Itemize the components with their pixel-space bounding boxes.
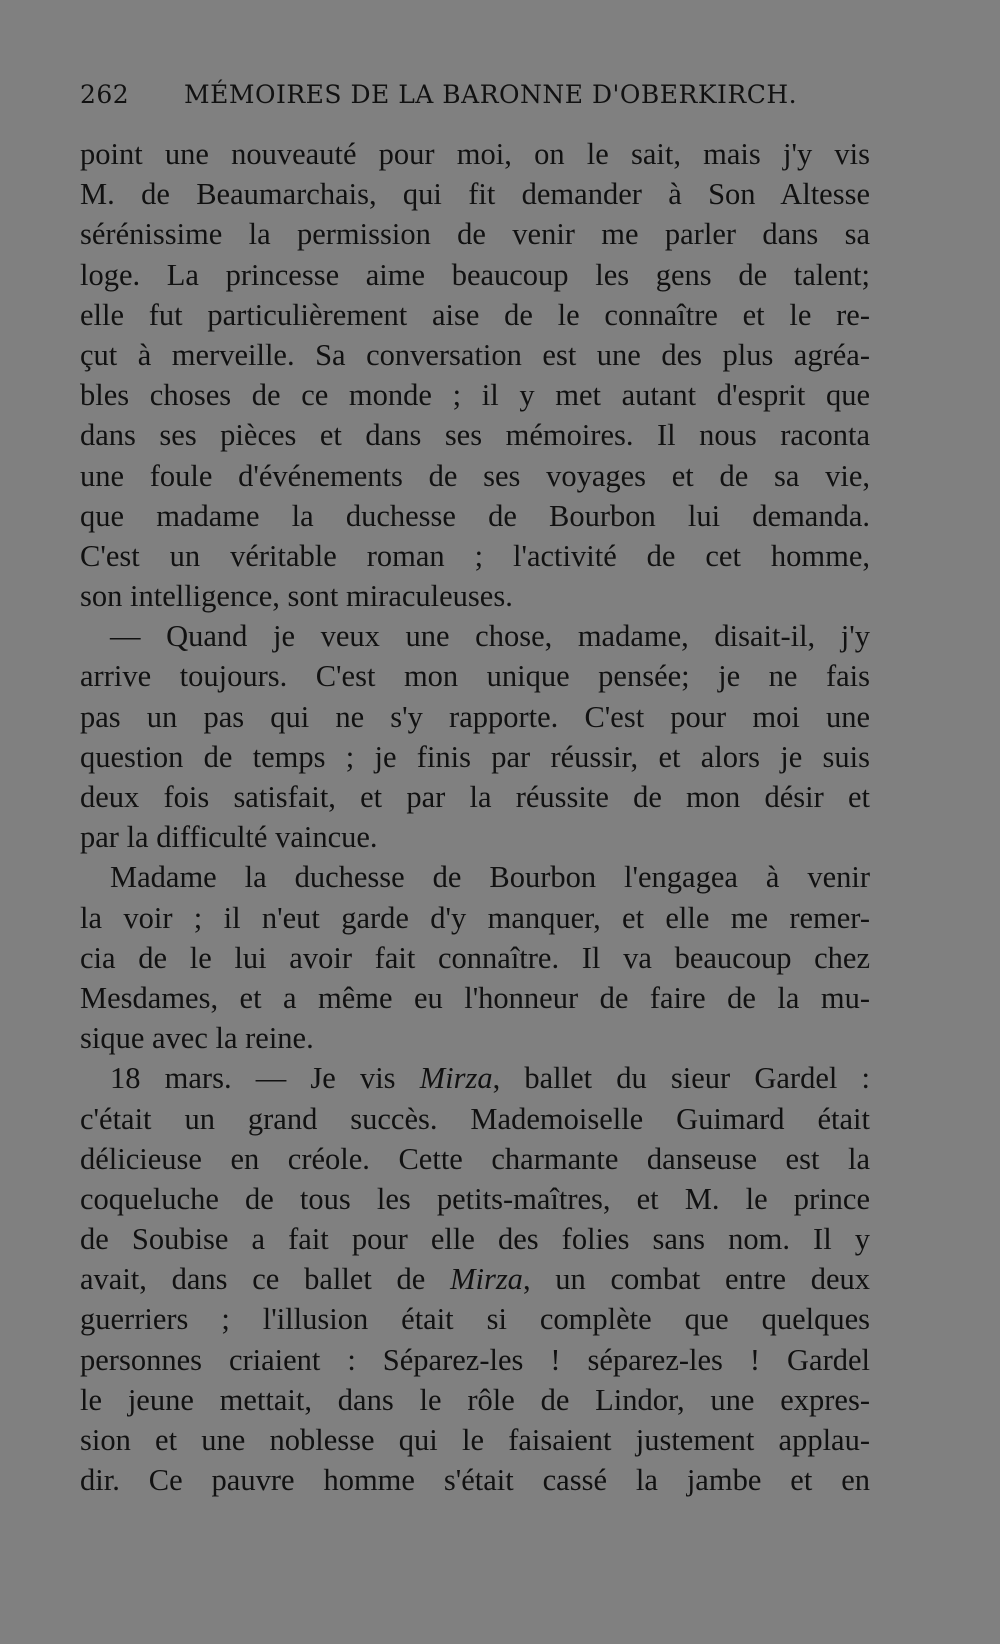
text-line: C'est un véritable roman ; l'activité de cet homme, [80,538,870,573]
text-line: Madame la duchesse de Bourbon l'engagea à venir [110,860,870,895]
text-line: dir. Ce pauvre homme s'était cassé la jambe et en [80,1463,870,1498]
text-line: sion et une noblesse qui le faisaient justement applau- [80,1423,870,1457]
text-line: guerriers ; l'illusion était si complète que quelques [80,1302,870,1337]
text-line: bles choses de ce monde ; il y met autant d'esprit que [80,378,870,413]
page-number: 262 [80,80,130,109]
line-segment: avait, dans ce ballet de [80,1262,451,1297]
text-line: deux fois satisfait, et par la réussite de mon désir et [80,780,870,814]
text-line: son intelligence, sont miraculeuses. [80,579,513,614]
text-line: c'était un grand succès. Mademoiselle Guimard était [80,1101,870,1136]
text-line: par la difficulté vaincue. [80,820,378,855]
body-text [80,134,870,1500]
text-line: une foule d'événements de ses voyages et de sa vie, [80,458,870,493]
work-title: Mirza [450,1262,523,1297]
text-line: le jeune mettait, dans le rôle de Lindor, une expres- [80,1382,870,1417]
text-line: elle fut particulièrement aise de le connaître et le re- [80,297,870,332]
running-title: MÉMOIRES DE LA BARONNE D'OBERKIRCH. [184,80,798,109]
text-line: — Quand je veux une chose, madame, disait-il, j'y [110,619,870,654]
text-line [80,1058,870,1098]
text-line: sérénissime la permission de venir me parler dans sa [80,217,870,252]
text-line: cia de le lui avoir fait connaître. Il va beaucoup chez [80,940,870,975]
text-line: loge. La princesse aime beaucoup les gens de talent; [80,257,870,292]
text-line: pas un pas qui ne s'y rapporte. C'est pour moi une [80,699,870,734]
running-header [80,80,870,109]
text-line: coqueluche de tous les petits-maîtres, et M. le prince [80,1181,870,1216]
text-line: point une nouveauté pour moi, on le sait, mais j'y vis [80,137,870,171]
text-line [80,1259,870,1299]
text-line: M. de Beaumarchais, qui fit demander à Son Altesse [80,177,870,212]
text-line: que madame la duchesse de Bourbon lui demanda. [80,498,870,533]
line-segment: , ballet du sieur Gardel : [492,1061,870,1096]
text-line: personnes criaient : Séparez-les ! séparez-les ! Gardel [80,1342,870,1377]
work-title: Mirza [419,1061,493,1096]
text-line: dans ses pièces et dans ses mémoires. Il nous raconta [80,418,870,453]
text-line: Mesdames, et a même eu l'honneur de faire de la mu- [80,980,870,1015]
text-line: de Soubise a fait pour elle des folies sans nom. Il y [80,1222,870,1257]
text-line: sique avec la reine. [80,1021,314,1056]
line-segment: , un combat entre deux [522,1262,870,1297]
line-segment: 18 mars. — Je vis [110,1061,420,1096]
text-line: question de temps ; je finis par réussir, et alors je suis [80,739,870,774]
text-line: délicieuse en créole. Cette charmante danseuse est la [80,1141,870,1176]
text-line: arrive toujours. C'est mon unique pensée; je ne fais [80,659,870,694]
text-line: la voir ; il n'eut garde d'y manquer, et elle me remer- [80,900,870,935]
text-line: çut à merveille. Sa conversation est une des plus agréa- [80,337,870,372]
